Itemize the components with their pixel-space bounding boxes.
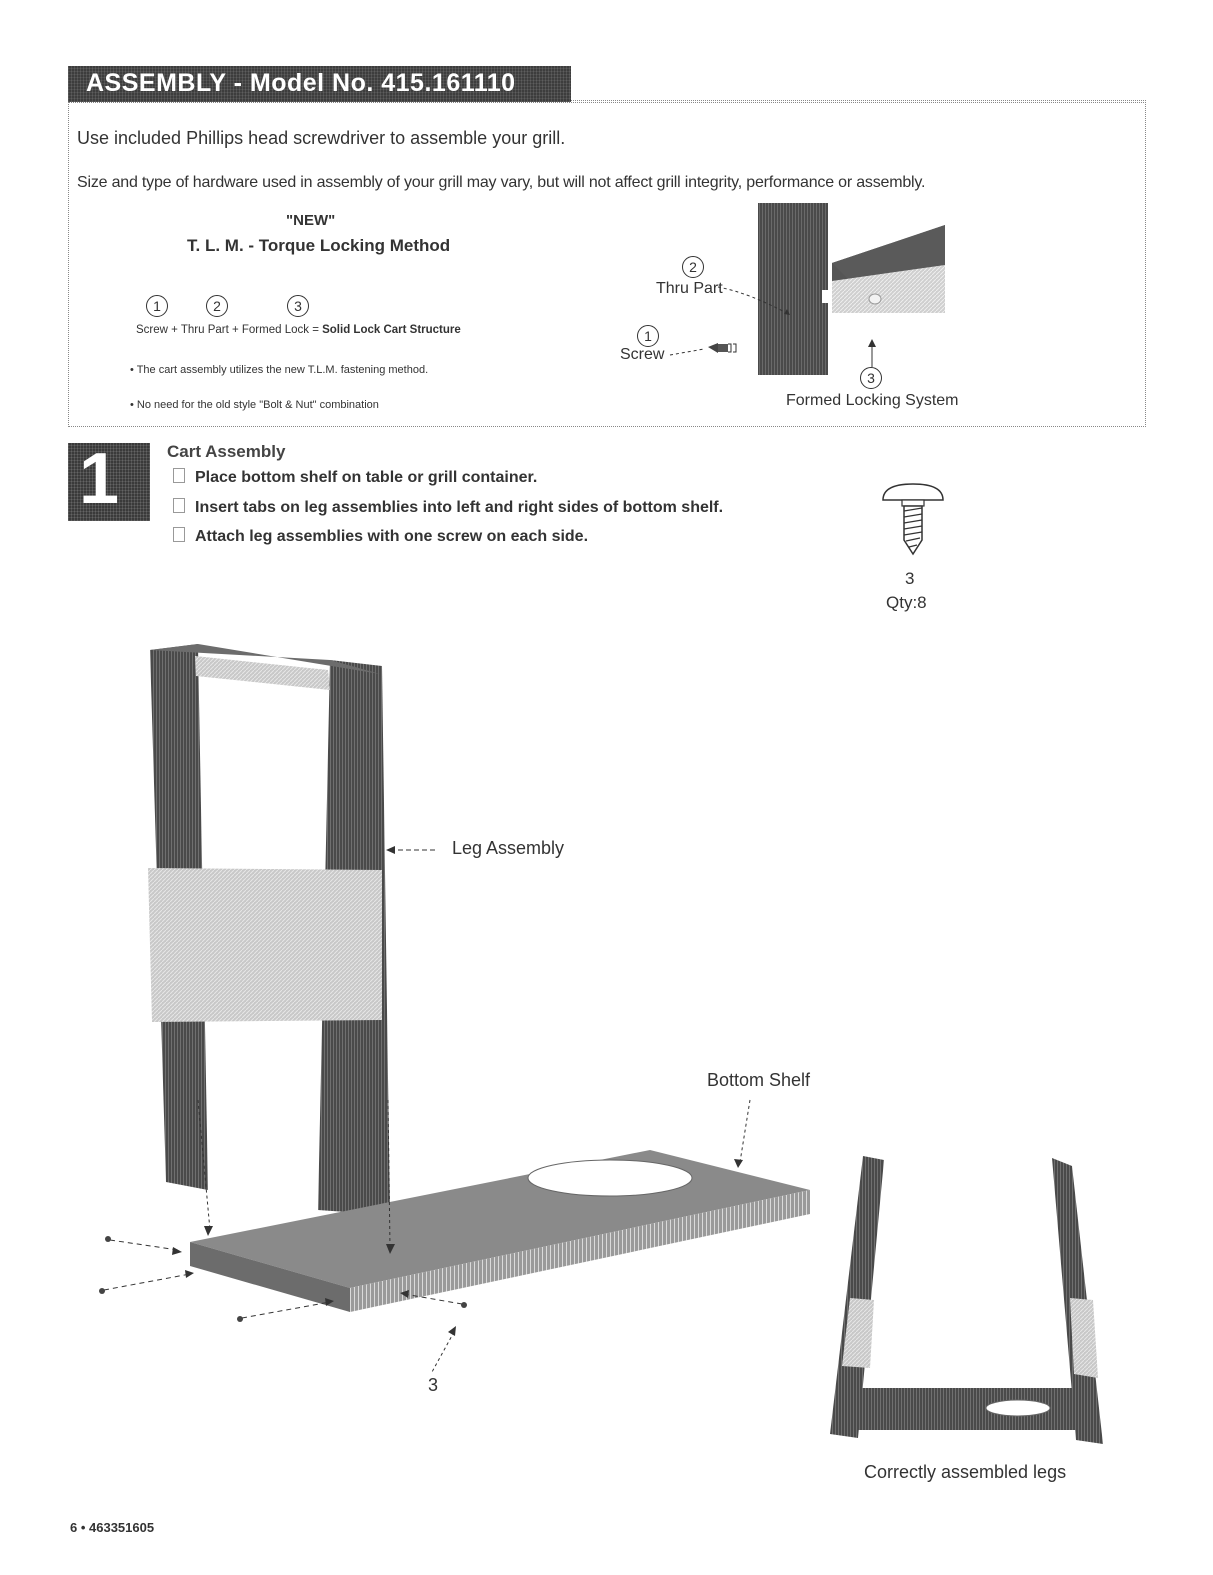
step-number: 1 <box>79 439 120 519</box>
middle-panel <box>148 868 382 1022</box>
tlm-diagram <box>600 195 960 395</box>
tlm-formula <box>136 324 461 336</box>
screw-callout-label: 3 <box>428 1375 439 1395</box>
screw-icon <box>708 343 736 353</box>
bottom-shelf-label: Bottom Shelf <box>707 1070 811 1090</box>
formula-bold: Solid Lock Cart Structure <box>322 324 461 336</box>
cart-assembly-illustration <box>90 630 850 1390</box>
assembled-shelf <box>834 1388 1092 1430</box>
formed-locking-label: Formed Locking System <box>786 392 959 409</box>
step-item-2-text: Insert tabs on leg assemblies into left and right sides of bottom shelf. <box>195 499 724 516</box>
step-item-2 <box>173 498 723 517</box>
tlm-circle-2: 2 <box>206 295 228 317</box>
tlm-bullet-1: • The cart assembly utilizes the new T.L.M. fastening method. <box>130 364 429 376</box>
tlm-new-label: "NEW" <box>286 212 336 229</box>
assembled-shelf-hole <box>986 1400 1050 1416</box>
shelf-hole <box>528 1160 692 1196</box>
hardware-screw-icon <box>878 478 948 568</box>
tlm-circle-3: 3 <box>287 295 309 317</box>
step-item-1-text: Place bottom shelf on table or grill container. <box>195 469 538 486</box>
tlm-title: T. L. M. - Torque Locking Method <box>187 236 451 255</box>
tlm-bullet-2: • No need for the old style "Bolt & Nut" combination <box>130 399 379 411</box>
diagram-circle-3: 3 <box>860 367 882 389</box>
hardware-id: 3 <box>905 569 915 588</box>
screw-label: Screw <box>620 346 665 363</box>
step-item-3 <box>173 527 588 546</box>
formula-plain: Screw + Thru Part + Formed Lock = <box>136 324 323 336</box>
step-title: Cart Assembly <box>167 442 286 461</box>
assembled-legs-caption: Correctly assembled legs <box>864 1462 1067 1482</box>
diagram-circle-2: 2 <box>682 256 704 278</box>
tlm-circle-1: 1 <box>146 295 168 317</box>
thru-part-plate <box>758 203 828 375</box>
intro-line-2: Size and type of hardware used in assembly of your grill may vary, but will not affect grill integrity, performance or assembly. <box>77 174 926 191</box>
header-rule <box>571 100 1146 101</box>
checkbox-1[interactable] <box>173 468 185 483</box>
diagram-circle-1: 1 <box>637 325 659 347</box>
hardware-qty: Qty:8 <box>886 593 927 612</box>
step-item-3-text: Attach leg assemblies with one screw on each side. <box>195 528 589 545</box>
checkbox-3[interactable] <box>173 527 185 542</box>
step-item-1 <box>173 468 537 487</box>
leg-assembly-label: Leg Assembly <box>452 838 565 858</box>
page-footer: 6 • 463351605 <box>70 1520 155 1535</box>
intro-line-1: Use included Phillips head screwdriver to assemble your grill. <box>77 128 566 148</box>
thru-part-label: Thru Part <box>656 280 723 297</box>
assembled-legs-illustration <box>808 1148 1108 1448</box>
section-title: ASSEMBLY - Model No. 415.161110 <box>86 69 516 97</box>
checkbox-2[interactable] <box>173 498 185 513</box>
